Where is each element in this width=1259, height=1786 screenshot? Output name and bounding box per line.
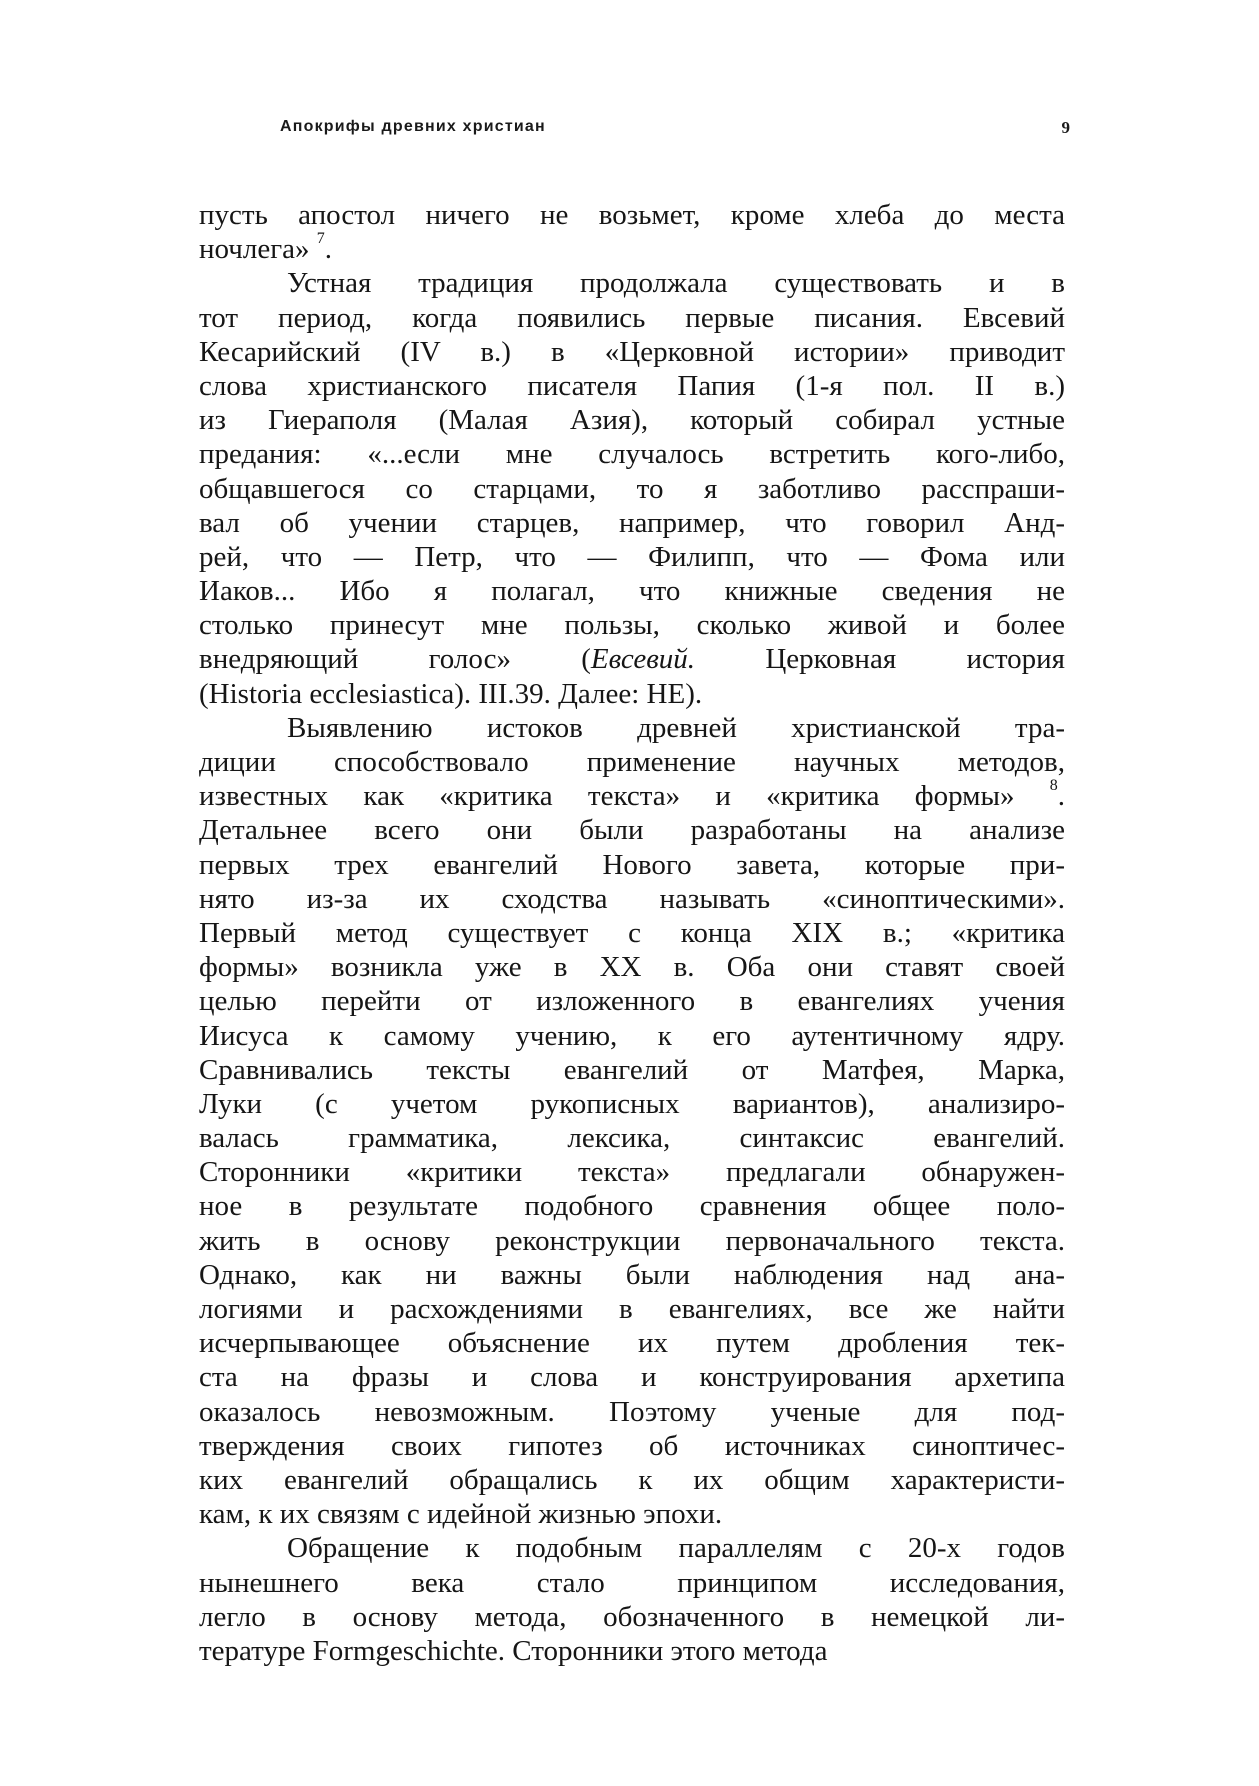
text-line xyxy=(199,1429,1065,1463)
paragraph xyxy=(199,1531,1065,1668)
text-segment: Обращение к подобным параллелям с 20-х годов xyxy=(287,1532,1065,1565)
footnote-marker: 7 xyxy=(316,229,325,247)
text-segment: Иаков... Ибо я полагал, что книжные сведения не xyxy=(199,575,1065,608)
text-line xyxy=(199,608,1065,642)
text-line xyxy=(199,335,1065,369)
text-segment: известных как «критика текста» и «критика формы» xyxy=(199,780,1050,813)
text-segment: общавшегося со старцами, то я заботливо расспраши- xyxy=(199,472,1065,505)
text-segment: из Гиераполя (Малая Азия), который собирал устные xyxy=(199,404,1065,437)
text-segment: целью перейти от изложенного в евангелиях учения xyxy=(199,985,1065,1018)
text-segment: тверждения своих гипотез об источниках синоптичес- xyxy=(199,1429,1065,1462)
text-segment: нынешнего века стало принципом исследования, xyxy=(199,1566,1065,1599)
text-line xyxy=(199,540,1065,574)
text-line xyxy=(199,1326,1065,1360)
text-line xyxy=(199,1600,1065,1634)
text-segment: тературе Formgeschichte. Сторонники этого метода xyxy=(199,1634,828,1667)
text-segment: логиями и расхождениями в евангелиях, все же найти xyxy=(199,1293,1065,1325)
text-line xyxy=(199,1463,1065,1497)
text-segment: предания: «...если мне случалось встретить кого-либо, xyxy=(199,438,1065,471)
paragraph xyxy=(199,711,1065,1532)
text-segment: ста на фразы и слова и конструирования архетипа xyxy=(199,1361,1065,1394)
text-line xyxy=(199,1531,1065,1565)
text-segment: . xyxy=(1057,780,1065,813)
text-segment: диции способствовало применение научных методов, xyxy=(199,746,1065,778)
text-segment: исчерпывающее объяснение их путем дробления тек- xyxy=(199,1327,1065,1360)
text-line xyxy=(199,472,1065,506)
text-line xyxy=(199,229,1065,266)
footnote-marker: 8 xyxy=(1049,776,1058,794)
text-segment: формы» возникла уже в XX в. Оба они ставят своей xyxy=(199,951,1065,984)
text-line xyxy=(199,882,1065,916)
text-segment: Луки (с учетом рукописных вариантов), анализиро- xyxy=(199,1087,1065,1120)
text-line xyxy=(199,1155,1065,1189)
text-line xyxy=(199,1019,1065,1053)
text-line xyxy=(199,1258,1065,1292)
text-segment: рей, что — Петр, что — Филипп, что — Фома или xyxy=(199,540,1065,573)
text-segment: первых трех евангелий Нового завета, которые при- xyxy=(199,848,1065,881)
text-line xyxy=(199,266,1065,300)
text-segment: валась грамматика, лексика, синтаксис евангелий. xyxy=(199,1122,1065,1155)
text-line xyxy=(199,574,1065,608)
text-segment: Кесарийский (IV в.) в «Церковной истории» приводит xyxy=(199,335,1065,368)
text-segment: внедряющий голос» ( xyxy=(199,643,591,676)
italic-author-name: Евсевий. xyxy=(590,643,696,676)
text-segment: Сторонники «критики текста» предлагали обнаружен- xyxy=(199,1156,1065,1189)
text-segment: слова христианского писателя Папия (1-я пол. II в.) xyxy=(199,369,1065,402)
text-line xyxy=(199,776,1065,813)
text-segment: Устная традиция продолжала существовать и в xyxy=(287,267,1065,300)
text-line xyxy=(199,1360,1065,1394)
body-text xyxy=(199,198,1065,1668)
text-line xyxy=(199,1224,1065,1258)
paragraph xyxy=(199,266,1065,710)
text-segment: оказалось невозможным. Поэтому ученые для под- xyxy=(199,1395,1065,1428)
text-line xyxy=(199,813,1065,847)
text-segment: Выявлению истоков древней христианской тра- xyxy=(287,711,1065,744)
text-segment: столько принесут мне пользы, сколько живой и более xyxy=(199,609,1065,642)
text-segment: Церковная история xyxy=(695,643,1065,676)
text-line xyxy=(199,1087,1065,1121)
text-segment: ное в результате подобного сравнения общее поло- xyxy=(199,1190,1065,1223)
text-line xyxy=(199,1634,1065,1668)
text-segment: легло в основу метода, обозначенного в немецкой ли- xyxy=(199,1600,1065,1633)
text-line xyxy=(199,1395,1065,1429)
text-line xyxy=(199,1053,1065,1087)
text-segment: Сравнивались тексты евангелий от Матфея, Марка, xyxy=(199,1053,1065,1086)
text-line xyxy=(199,1189,1065,1223)
text-line xyxy=(199,1566,1065,1600)
text-line xyxy=(199,369,1065,403)
running-header xyxy=(280,118,1070,148)
text-segment: пусть апостол ничего не возьмет, кроме хлеба до места xyxy=(199,199,1065,231)
text-segment: (Historia ecclesiastica). III.39. Далее: HE). xyxy=(199,677,703,710)
paragraph xyxy=(199,198,1065,266)
text-line xyxy=(199,301,1065,335)
text-segment: Детальнее всего они были разработаны на анализе xyxy=(199,814,1065,847)
text-segment: тот период, когда появились первые писания. Евсевий xyxy=(199,301,1065,334)
text-segment: ночлега» xyxy=(199,233,317,266)
text-line xyxy=(199,848,1065,882)
text-line xyxy=(199,950,1065,984)
page-number: 9 xyxy=(1061,118,1070,137)
text-line xyxy=(199,642,1065,676)
text-segment: кам, к их связям с идейной жизнью эпохи. xyxy=(199,1498,723,1531)
text-segment: ких евангелий обращались к их общим характеристи- xyxy=(199,1463,1065,1496)
text-line xyxy=(199,403,1065,437)
text-line xyxy=(199,916,1065,950)
text-line xyxy=(199,506,1065,540)
text-line xyxy=(199,437,1065,471)
text-line xyxy=(199,677,1065,711)
text-segment: . xyxy=(324,233,332,266)
text-line xyxy=(199,1497,1065,1531)
text-segment: жить в основу реконструкции первоначального текста. xyxy=(199,1224,1065,1257)
text-line xyxy=(199,198,1065,232)
text-segment: Однако, как ни важны были наблюдения над ана- xyxy=(199,1258,1065,1291)
text-segment: Первый метод существует с конца XIX в.; «критика xyxy=(199,916,1065,949)
text-line xyxy=(199,1121,1065,1155)
text-line xyxy=(199,984,1065,1018)
text-segment: Иисуса к самому учению, к его аутентичному ядру. xyxy=(199,1019,1065,1052)
text-line xyxy=(199,745,1065,779)
running-header-title: Апокрифы древних христиан xyxy=(280,118,546,135)
text-segment: нято из-за их сходства называть «синоптическими». xyxy=(199,882,1065,915)
text-line xyxy=(199,711,1065,745)
text-line xyxy=(199,1292,1065,1326)
text-segment: вал об учении старцев, например, что говорил Анд- xyxy=(199,506,1065,539)
